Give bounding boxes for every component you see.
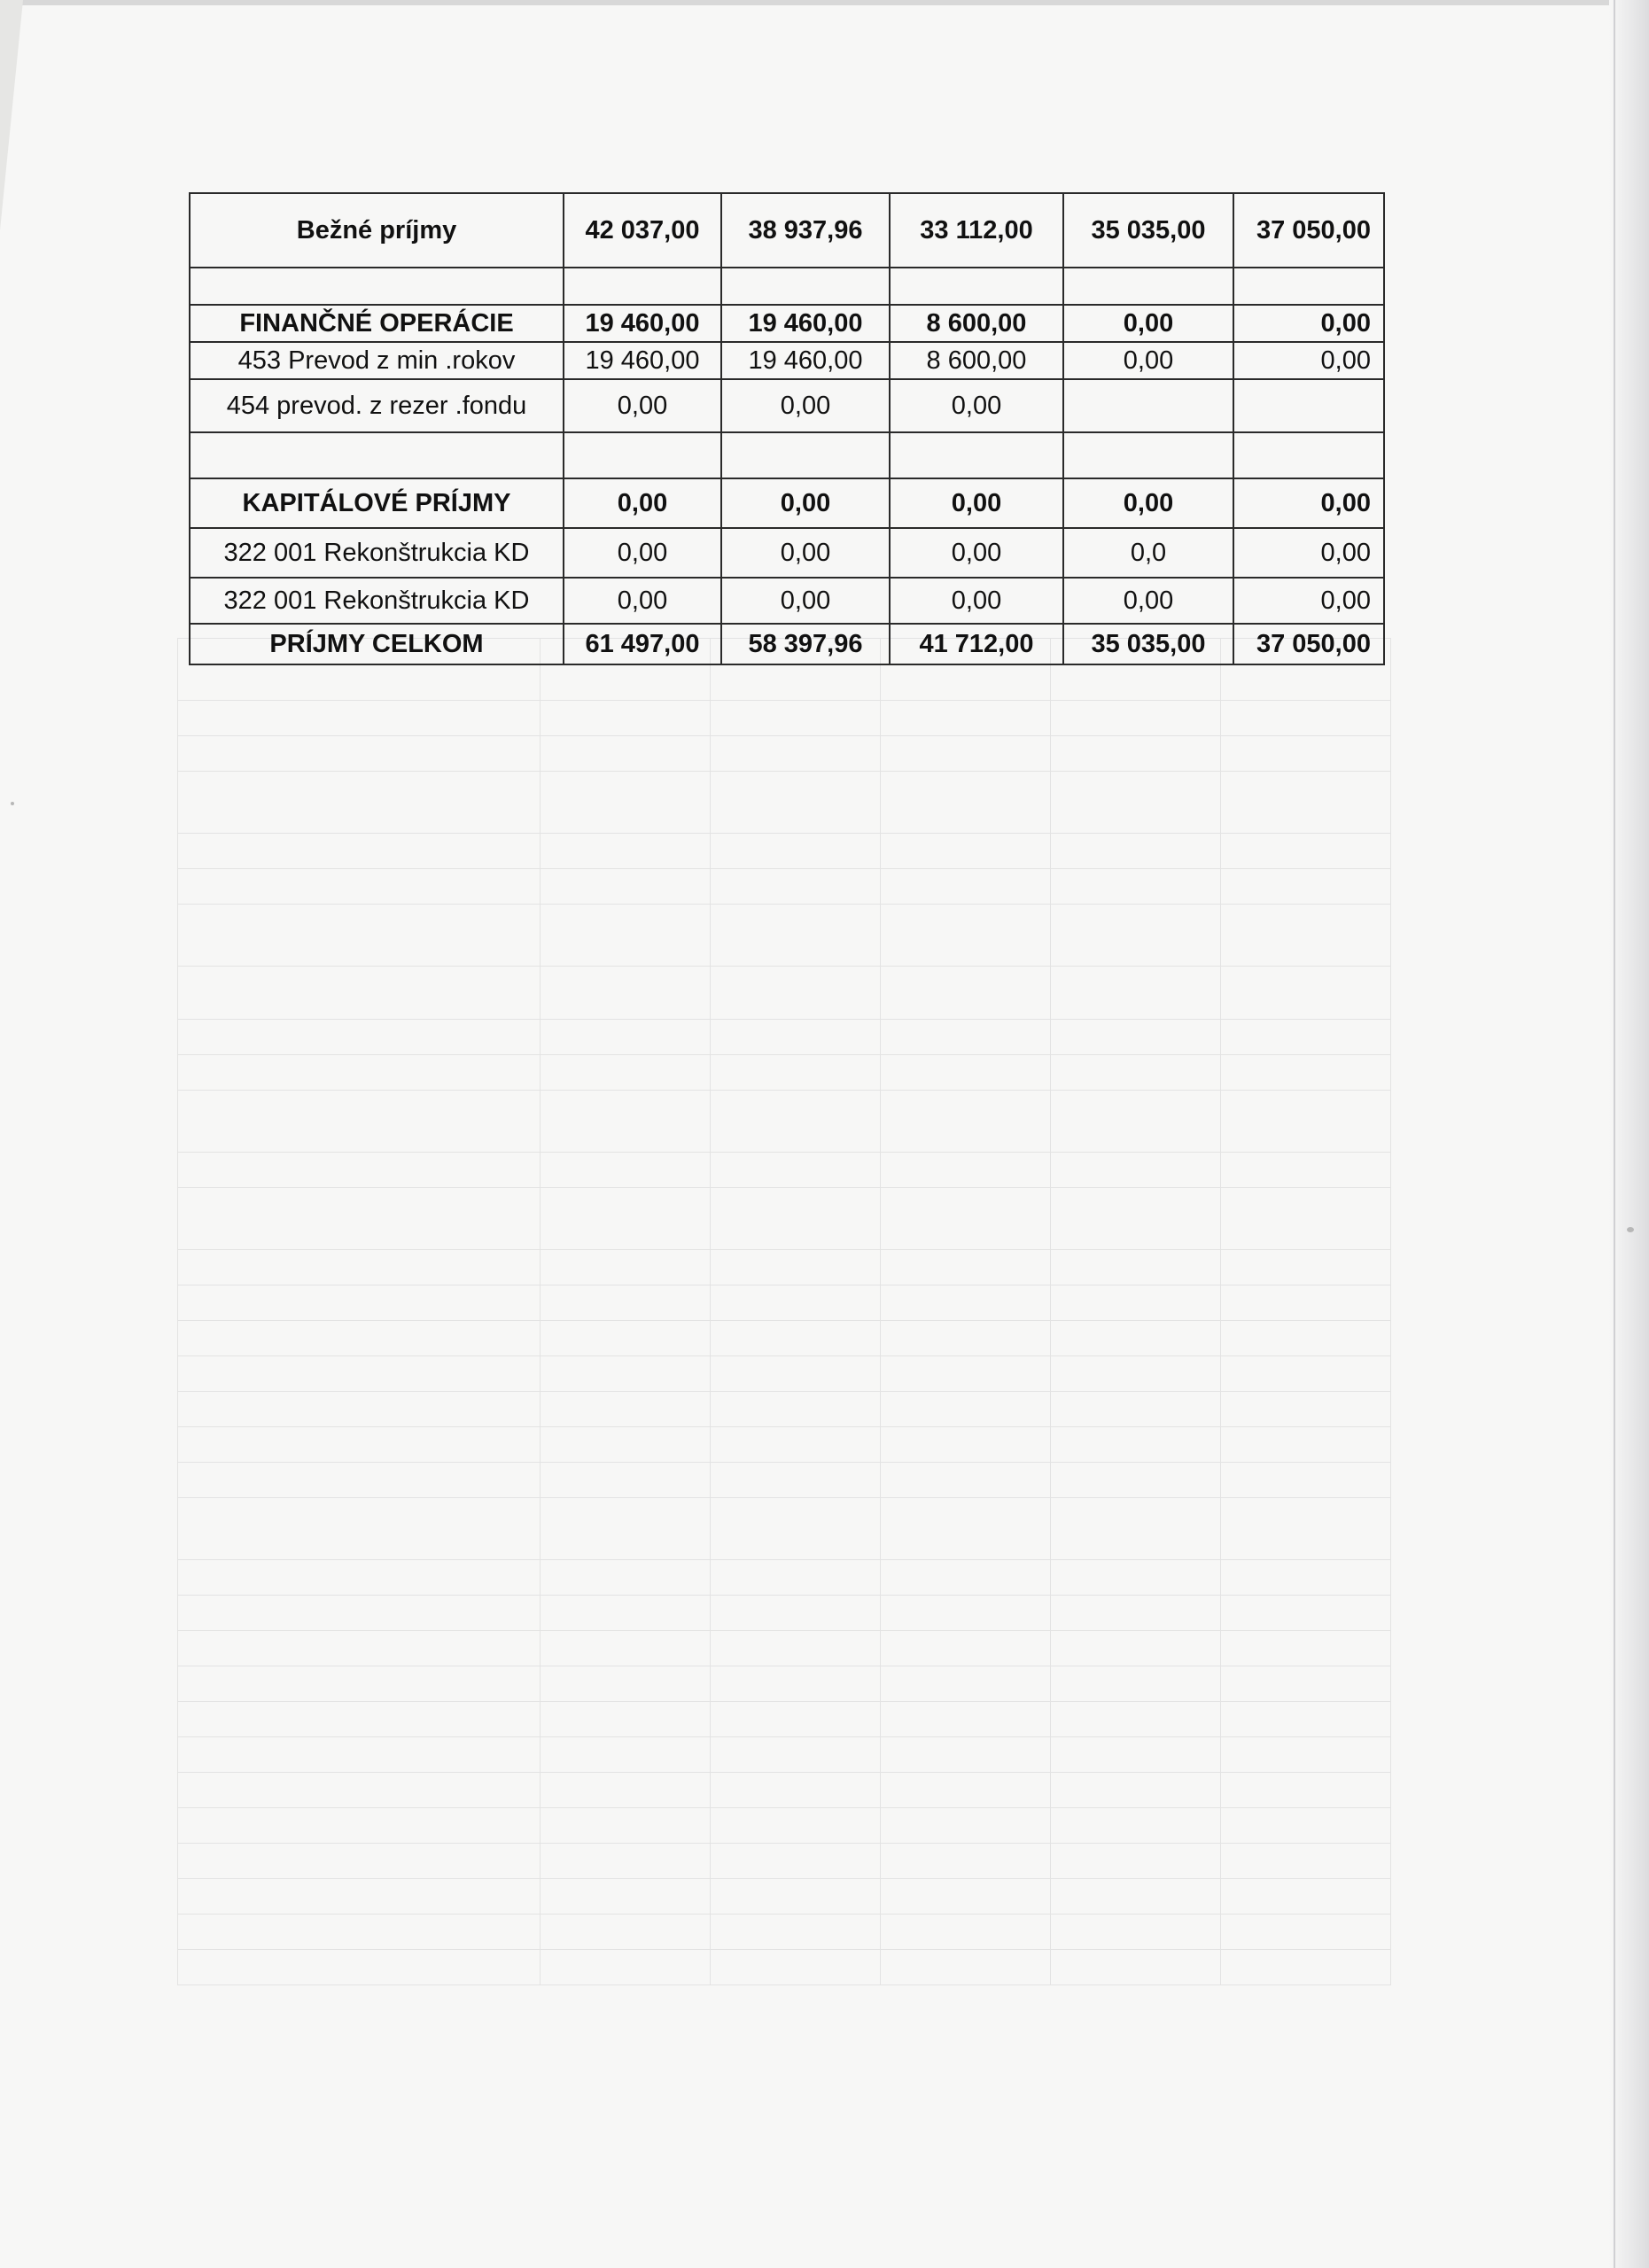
table-row bbox=[190, 432, 1384, 478]
value-cell bbox=[1063, 379, 1233, 432]
value-cell: 0,00 bbox=[1233, 528, 1384, 578]
row-label: 322 001 Rekonštrukcia KD bbox=[190, 528, 564, 578]
value-cell bbox=[1233, 432, 1384, 478]
value-cell: 19 460,00 bbox=[564, 305, 721, 342]
value-cell: 19 460,00 bbox=[721, 342, 890, 379]
value-cell: 0,00 bbox=[1063, 478, 1233, 528]
row-label: KAPITÁLOVÉ PRÍJMY bbox=[190, 478, 564, 528]
row-label: 322 001 Rekonštrukcia KD bbox=[190, 578, 564, 624]
value-cell bbox=[564, 432, 721, 478]
row-label: PRÍJMY CELKOM bbox=[190, 624, 564, 664]
scan-top-edge bbox=[0, 0, 1649, 5]
value-cell: 0,0 bbox=[1063, 528, 1233, 578]
value-cell: 0,00 bbox=[564, 379, 721, 432]
scan-speck bbox=[11, 802, 14, 805]
value-cell: 0,00 bbox=[721, 478, 890, 528]
value-cell bbox=[890, 268, 1063, 305]
value-cell: 0,00 bbox=[721, 379, 890, 432]
value-cell: 35 035,00 bbox=[1063, 193, 1233, 268]
value-cell: 37 050,00 bbox=[1233, 193, 1384, 268]
value-cell: 0,00 bbox=[1063, 578, 1233, 624]
budget-table bbox=[189, 192, 1385, 665]
value-cell: 0,00 bbox=[721, 578, 890, 624]
value-cell: 35 035,00 bbox=[1063, 624, 1233, 664]
table-row bbox=[190, 478, 1384, 528]
value-cell: 19 460,00 bbox=[721, 305, 890, 342]
value-cell: 58 397,96 bbox=[721, 624, 890, 664]
value-cell: 0,00 bbox=[564, 528, 721, 578]
table-row bbox=[190, 379, 1384, 432]
table-row bbox=[190, 342, 1384, 379]
value-cell: 38 937,96 bbox=[721, 193, 890, 268]
value-cell: 0,00 bbox=[1233, 578, 1384, 624]
value-cell: 0,00 bbox=[890, 379, 1063, 432]
row-label bbox=[190, 268, 564, 305]
value-cell: 41 712,00 bbox=[890, 624, 1063, 664]
folded-corner bbox=[0, 0, 23, 230]
value-cell bbox=[1063, 432, 1233, 478]
value-cell bbox=[564, 268, 721, 305]
value-cell bbox=[721, 432, 890, 478]
value-cell: 0,00 bbox=[890, 578, 1063, 624]
table-row bbox=[190, 528, 1384, 578]
value-cell: 33 112,00 bbox=[890, 193, 1063, 268]
show-through-table bbox=[177, 638, 1391, 1985]
value-cell: 0,00 bbox=[890, 478, 1063, 528]
value-cell: 0,00 bbox=[1063, 305, 1233, 342]
value-cell: 37 050,00 bbox=[1233, 624, 1384, 664]
value-cell: 0,00 bbox=[1233, 305, 1384, 342]
value-cell: 8 600,00 bbox=[890, 305, 1063, 342]
scan-speck bbox=[1627, 1227, 1634, 1232]
page-edge-line bbox=[1614, 0, 1615, 2268]
value-cell: 0,00 bbox=[1063, 342, 1233, 379]
row-label bbox=[190, 432, 564, 478]
row-label: 453 Prevod z min .rokov bbox=[190, 342, 564, 379]
value-cell: 0,00 bbox=[1233, 478, 1384, 528]
value-cell: 0,00 bbox=[564, 478, 721, 528]
row-label: FINANČNÉ OPERÁCIE bbox=[190, 305, 564, 342]
value-cell: 0,00 bbox=[890, 528, 1063, 578]
value-cell bbox=[890, 432, 1063, 478]
value-cell: 42 037,00 bbox=[564, 193, 721, 268]
value-cell: 0,00 bbox=[564, 578, 721, 624]
table-row bbox=[190, 578, 1384, 624]
table-row bbox=[190, 193, 1384, 268]
value-cell: 0,00 bbox=[721, 528, 890, 578]
row-label: Bežné príjmy bbox=[190, 193, 564, 268]
value-cell: 61 497,00 bbox=[564, 624, 721, 664]
value-cell bbox=[1233, 379, 1384, 432]
row-label: 454 prevod. z rezer .fondu bbox=[190, 379, 564, 432]
value-cell: 0,00 bbox=[1233, 342, 1384, 379]
value-cell bbox=[1063, 268, 1233, 305]
value-cell bbox=[1233, 268, 1384, 305]
table-row bbox=[190, 268, 1384, 305]
value-cell: 8 600,00 bbox=[890, 342, 1063, 379]
table-row bbox=[190, 305, 1384, 342]
value-cell: 19 460,00 bbox=[564, 342, 721, 379]
table-row bbox=[190, 624, 1384, 664]
value-cell bbox=[721, 268, 890, 305]
